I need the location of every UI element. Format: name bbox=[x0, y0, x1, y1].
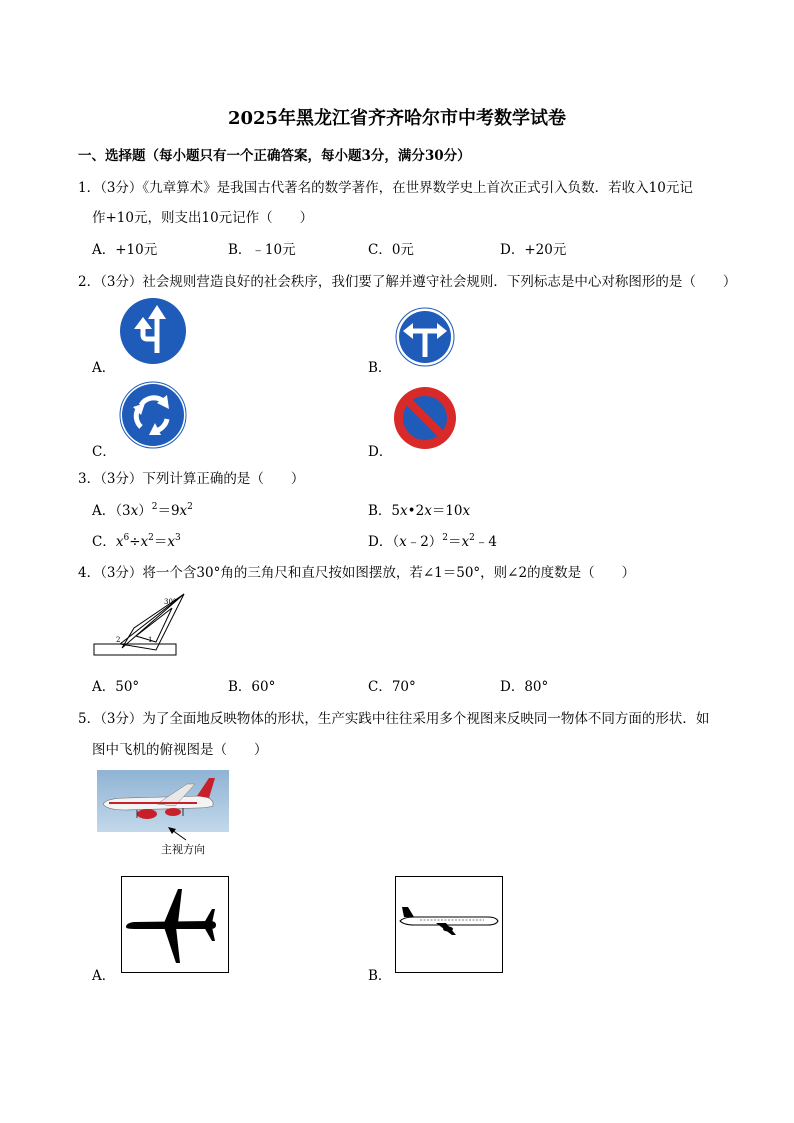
sign-c-roundabout-icon bbox=[119, 381, 187, 449]
q5-option-b-label[interactable]: B． bbox=[368, 968, 392, 984]
q5-side-view-airplane-icon bbox=[396, 877, 502, 972]
q4-stem: 4．（3分）将一个含30°角的三角尺和直尺按如图摆放，若∠1＝50°，则∠2的度数是（ ） bbox=[78, 565, 636, 581]
sign-a-straight-or-left-icon bbox=[119, 297, 187, 365]
q1-stem-line1: 1．（3分）《九章算术》是我国古代著名的数学著作，在世界数学史上首次正式引入负数．若收入10元记 bbox=[78, 180, 693, 196]
q3-option-c[interactable]: C．$x^6\div x^2=x^3$ bbox=[92, 533, 181, 550]
sign-b-left-or-right-icon bbox=[395, 307, 455, 367]
q5-caption: 主视方向 bbox=[161, 843, 205, 856]
q2-option-b-label[interactable]: B． bbox=[368, 360, 392, 376]
q5-option-a-frame bbox=[121, 876, 229, 973]
q3-stem: 3．（3分）下列计算正确的是（ ） bbox=[78, 471, 305, 487]
q1-option-a[interactable]: A．+10元 bbox=[92, 242, 158, 258]
q4-option-a[interactable]: A．50° bbox=[92, 679, 140, 695]
page-title: 2025年黑龙江省齐齐哈尔市中考数学试卷 bbox=[227, 108, 567, 129]
q1-option-d[interactable]: D．+20元 bbox=[500, 242, 567, 258]
q5-airplane-photo bbox=[97, 770, 229, 832]
sign-d-no-parking-icon bbox=[393, 386, 457, 450]
q2-option-d-label[interactable]: D． bbox=[368, 444, 393, 460]
q1-option-c[interactable]: C．0元 bbox=[368, 242, 414, 258]
q4-label-angle2: 2 bbox=[116, 636, 121, 644]
q5-stem-line2: 图中飞机的俯视图是（ ） bbox=[92, 742, 268, 758]
q5-option-a-label[interactable]: A． bbox=[92, 968, 116, 984]
q5-arrow-icon bbox=[162, 826, 192, 842]
q1-option-b[interactable]: B．﹣10元 bbox=[228, 242, 296, 258]
q3-option-b[interactable]: B．5x•2x＝10x bbox=[368, 503, 471, 519]
q5-option-b-frame bbox=[395, 876, 503, 973]
q2-stem: 2．（3分）社会规则营造良好的社会秩序，我们要了解并遵守社会规则．下列标志是中心对称图形的是（ ） bbox=[78, 274, 737, 290]
q2-option-a-label[interactable]: A． bbox=[92, 360, 116, 376]
q4-triangle-ruler-figure bbox=[92, 590, 188, 658]
q4-option-c[interactable]: C．70° bbox=[368, 679, 416, 695]
q1-stem-line2: 作+10元，则支出10元记作（ ） bbox=[92, 210, 314, 226]
q4-label-30: 30° bbox=[164, 598, 177, 606]
q5-stem-line1: 5．（3分）为了全面地反映物体的形状，生产实践中往往采用多个视图来反映同一物体不同方面的形状．如 bbox=[78, 711, 710, 727]
q2-option-c-label[interactable]: C． bbox=[92, 444, 116, 460]
q4-label-angle1: 1 bbox=[148, 636, 153, 644]
section-heading: 一、选择题（每小题只有一个正确答案，每小题3分，满分30分） bbox=[78, 148, 471, 164]
q5-top-view-airplane-icon bbox=[122, 877, 228, 972]
q4-option-d[interactable]: D．80° bbox=[500, 679, 549, 695]
q4-option-b[interactable]: B．60° bbox=[228, 679, 276, 695]
q3-option-d[interactable]: D．$(x﹣2)^2=x^2﹣4$ bbox=[368, 533, 497, 550]
q3-option-a[interactable]: A．$(3x)^2=9x^2$ bbox=[92, 502, 193, 519]
